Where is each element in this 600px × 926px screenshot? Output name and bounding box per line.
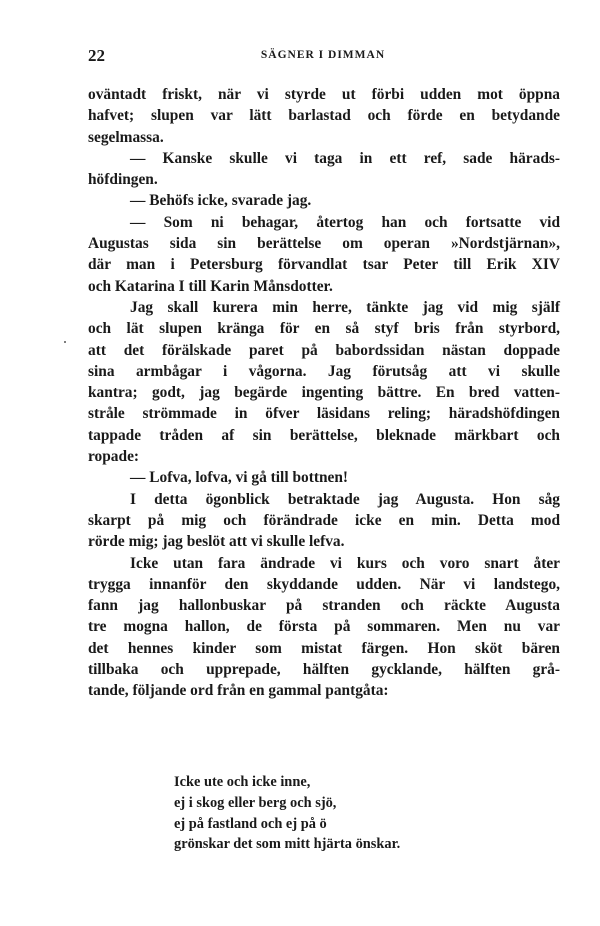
verse-line: grönskar det som mitt hjärta önskar. — [174, 836, 401, 853]
verse-block — [174, 772, 400, 855]
print-speck — [64, 341, 66, 343]
page-number: 22 — [88, 46, 105, 65]
text-line: fann jag hallonbuskar på stranden och räckte Augusta — [88, 597, 560, 615]
text-line: Icke utan fara ändrade vi kurs och voro snart åter — [130, 554, 560, 572]
text-line: stråle strömmade in öfver läsidans reling; häradshöfdingen — [88, 405, 560, 423]
body-text — [88, 84, 560, 702]
text-line: sina armbågar i vågorna. Jag förutsåg att vi skulle — [88, 362, 560, 380]
text-line: — Kanske skulle vi taga in ett ref, sade härads- — [130, 149, 560, 167]
text-line: rörde mig; jag beslöt att vi skulle lefva. — [88, 533, 345, 551]
text-line: tre mogna hallon, de första på sommaren. Men nu var — [88, 618, 560, 636]
text-line: segelmassa. — [88, 128, 164, 146]
running-title: SÄGNER I DIMMAN — [260, 49, 386, 61]
text-line: hafvet; slupen var lätt barlastad och förde en betydande — [88, 107, 560, 125]
text-line: att det förälskade paret på babordssidan nästan doppade — [88, 341, 560, 359]
text-line: ropade: — [88, 448, 140, 466]
text-line: tande, följande ord från en gammal pantgåta: — [88, 682, 389, 700]
text-line: det hennes kinder som mistat färgen. Hon sköt bären — [88, 639, 560, 657]
text-line: — Behöfs icke, svarade jag. — [130, 192, 312, 210]
verse-line: ej i skog eller berg och sjö, — [174, 794, 337, 811]
text-line: tillbaka och upprepade, hälften gycklande, hälften grå- — [88, 661, 560, 679]
text-line: där man i Petersburg förvandlat tsar Peter till Erik XIV — [88, 256, 560, 274]
text-line: och Katarina I till Karin Månsdotter. — [88, 277, 333, 295]
text-line: trygga innanför den skyddande udden. När vi landstego, — [88, 575, 560, 593]
verse-line: Icke ute och icke inne, — [174, 774, 311, 790]
text-line: Augustas sida sin berättelse om operan »Nordstjärnan», — [88, 235, 560, 253]
text-line: höfdingen. — [88, 171, 158, 189]
text-line: I detta ögonblick betraktade jag Augusta. Hon såg — [130, 490, 560, 508]
text-line: kantra; godt, jag begärde ingenting bättre. En bred vatten- — [88, 384, 560, 402]
text-line: skarpt på mig och förändrade icke en min. Detta mod — [88, 511, 560, 529]
text-line: Jag skall kurera min herre, tänkte jag vid mig själf — [130, 298, 560, 316]
text-line: tappade tråden af sin berättelse, bleknade märkbart och — [88, 426, 560, 444]
text-line: — Som ni behagar, återtog han och fortsatte vid — [130, 213, 560, 231]
text-line: och lät slupen kränga för en så styf bris från styrbord, — [88, 320, 560, 338]
text-line: oväntadt friskt, när vi styrde ut förbi udden mot öppna — [88, 86, 560, 103]
running-head — [88, 46, 558, 68]
verse-line: ej på fastland och ej på ö — [174, 815, 327, 832]
text-line: — Lofva, lofva, vi gå till bottnen! — [130, 469, 349, 487]
